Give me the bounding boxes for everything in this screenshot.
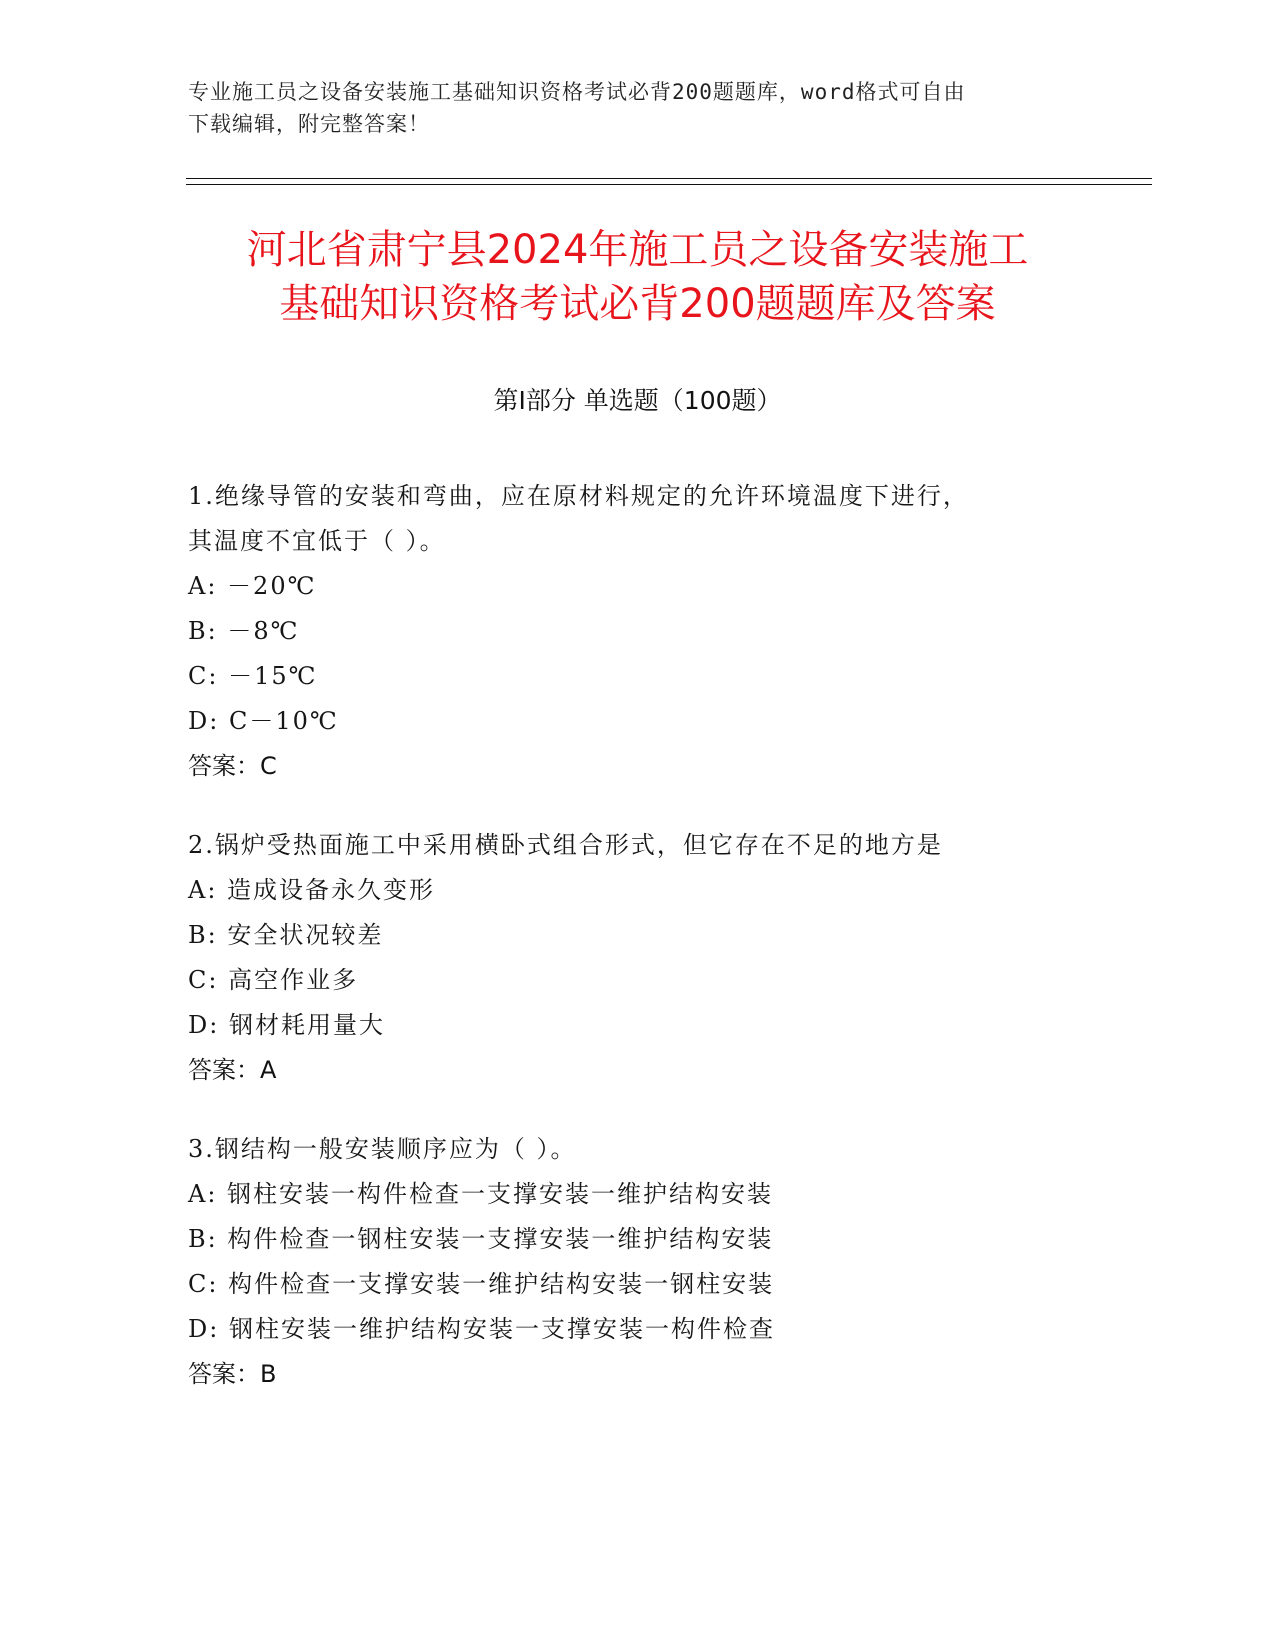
question-2 (188, 823, 1088, 1093)
option-a: A: －20℃ (188, 572, 317, 600)
document-title (0, 223, 1275, 331)
option-c: C: 构件检查一支撑安装一维护结构安装一钢柱安装 (188, 1270, 775, 1298)
answer-line: 答案：C (188, 752, 277, 780)
option-c: C: 高空作业多 (188, 966, 359, 994)
header-rule-top (186, 178, 1152, 179)
question-stem-line: 3.钢结构一般安装顺序应为（ ）。 (188, 1135, 577, 1163)
option-a: A: 造成设备永久变形 (188, 876, 436, 904)
question-3 (188, 1127, 1088, 1397)
answer-line: 答案：A (188, 1056, 277, 1084)
option-d: D: 钢柱安装一维护结构安装一支撑安装一构件检查 (188, 1315, 775, 1343)
question-1 (188, 474, 1088, 789)
document-title-line-2: 基础知识资格考试必背200题题库及答案 (279, 281, 996, 327)
question-stem-line: 其温度不宜低于（ ）。 (188, 527, 446, 555)
document-title-line-1: 河北省肃宁县2024年施工员之设备安装施工 (246, 227, 1029, 273)
header-note-line-2: 下载编辑，附完整答案！ (188, 112, 430, 136)
option-b: B: －8℃ (188, 617, 300, 645)
option-b: B: 构件检查一钢柱安装一支撑安装一维护结构安装 (188, 1225, 774, 1253)
answer-line: 答案：B (188, 1360, 277, 1388)
option-c: C: －15℃ (188, 662, 318, 690)
option-d: D: 钢材耗用量大 (188, 1011, 385, 1039)
header-rule-bottom (186, 184, 1152, 185)
question-stem-line: 2.锅炉受热面施工中采用横卧式组合形式，但它存在不足的地方是 (188, 831, 943, 859)
question-stem-line: 1.绝缘导管的安装和弯曲，应在原材料规定的允许环境温度下进行， (188, 482, 969, 510)
option-d: D: C－10℃ (188, 707, 339, 735)
option-b: B: 安全状况较差 (188, 921, 384, 949)
option-a: A: 钢柱安装一构件检查一支撑安装一维护结构安装 (188, 1180, 774, 1208)
header-note-line-1: 专业施工员之设备安装施工基础知识资格考试必背200题题库，word格式可自由 (188, 80, 966, 104)
section-heading: 第Ⅰ部分 单选题（100题） (493, 386, 782, 415)
question-list (188, 474, 1088, 1431)
header-note (188, 76, 1088, 140)
